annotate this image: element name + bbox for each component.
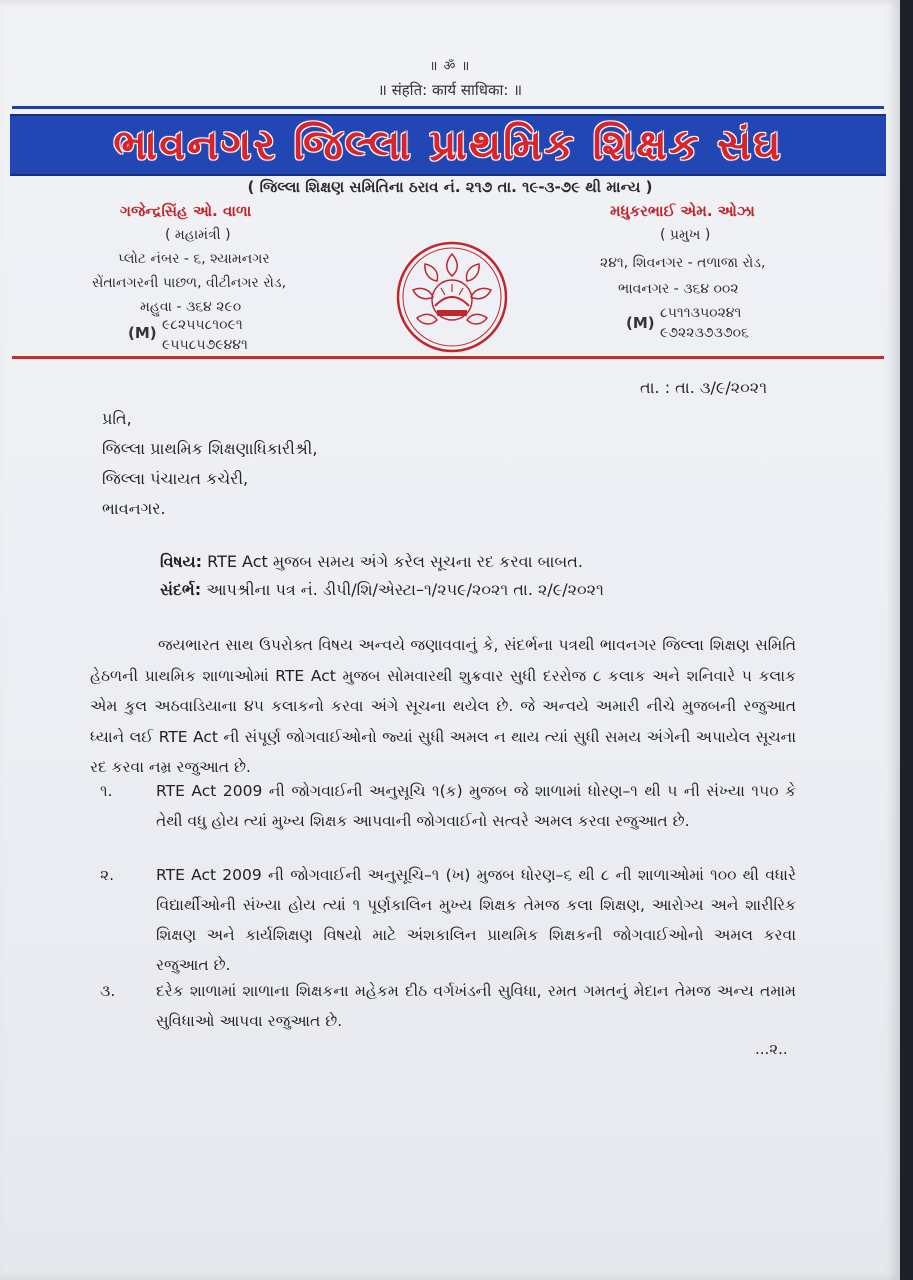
recipient-line3: ભાવનગર. [102, 499, 166, 518]
subject-text: RTE Act મુજબ સમય અંગે કરેલ સૂચના રદ કરવા બાબત. [202, 552, 583, 571]
top-blue-rule [12, 106, 884, 109]
point-text: દરેક શાળામાં શાળાના શિક્ષકના મહેકમ દીઠ વર્ગખંડની સુવિધા, રમત ગમતનું મેદાન તેમજ અન્ય તમામ સુવિધાઓ આપવા રજુઆત છે. [156, 982, 796, 1030]
right-mobile-label: (M) [626, 314, 655, 332]
right-phone2: ૯૭૨૨૩૭૩૭૦૬ [660, 325, 749, 341]
letter-date: તા. : તા. ૩/૯/૨૦૨૧ [640, 378, 768, 397]
recipient-address [102, 404, 317, 524]
point-number: ૧. [100, 782, 113, 800]
left-phone1: ૯૮૨૫૫૮૧૦૯૧ [162, 317, 243, 333]
reference-label: સંદર્ભ: [160, 580, 202, 599]
continued-marker: ...૨.. [755, 1040, 788, 1058]
organization-seal-emblem [395, 240, 509, 354]
left-person-role: ( મહામંત્રી ) [165, 227, 231, 243]
om-invocation: ॥ ॐ ॥ [429, 59, 471, 74]
point-number: ૩. [100, 982, 116, 1000]
point-text: RTE Act 2009 ની જોગવાઈની અનુસૂચિ–૧ (ખ) મુજબ ધોરણ–૬ થી ૮ ની શાળાઓમાં ૧૦૦ થી વધારે વિદ્યાર્થીઓની સંખ્યા હોય ત્યાં ૧ પૂર્ણકાલિન મુખ્ય શિક્ષક તેમજ કલા શિક્ષણ, આરોગ્ય અને શારીરિક શિક્ષણ અને કાર્યશિક્ષણ વિષયો માટે અંશકાલિન પ્રાથમિક શિક્ષકની જોગવાઈઓનો અમલ કરવા રજુઆત છે. [156, 866, 796, 974]
org-name-banner [10, 114, 886, 176]
left-person-name: ગજેન્દ્રસિંહ ઓ. વાળા [120, 202, 252, 220]
right-person-name: મધુકરભાઈ એમ. ઓઝા [610, 202, 755, 220]
subject-line [160, 548, 604, 576]
left-mobile-label: (M) [128, 324, 157, 342]
right-address-line1: ૨૪૧, શિવનગર - તળાજા રોડ, [600, 255, 766, 271]
recipient-line1: જિલ્લા પ્રાથમિક શિક્ષણાધિકારીશ્રી, [102, 439, 318, 458]
subject-label: વિષય: [160, 552, 203, 571]
point-number: ૨. [100, 866, 115, 884]
reference-line [160, 576, 604, 604]
reference-text: આપશ્રીના પત્ર નં. ડીપી/શિ/એસ્ટા–૧/૨૫૯/૨૦૨૧ તા. ૨/૯/૨૦૨૧ [201, 580, 604, 599]
left-address-line2: સેંતાનગરની પાછળ, વીટીનગર રોડ, [92, 275, 287, 291]
left-phone2: ૯૫૫૮૫૭૯૪૪૧ [162, 337, 248, 353]
list-item [88, 776, 796, 836]
opening-paragraph: જયભારત સાથ ઉપરોક્ત વિષય અન્વયે જણાવવાનું કે, સંદર્ભના પત્રથી ભાવનગર જિલ્લા શિક્ષણ સમિતિ હેઠળની પ્રાથમિક શાળાઓમાં RTE Act મુજબ સોમવારથી શુક્રવાર સુધી દરરોજ ૮ કલાક અને શનિવારે ૫ કલાક એમ કુલ અઠવાડિયાના ૪૫ કલાકનો કરવા અંગે સૂચના થયેલ છે. જે અન્વયે અમારી નીચે મુજબની રજુઆત ધ્યાને લઈ RTE Act ની સંપૂર્ણ જોગવાઈઓનો જ્યાં સુધી અમલ ન થાય ત્યાં સુધી સમય અંગેની અપાયેલ સૂચના રદ કરવા નમ્ર રજુઆત છે. [90, 636, 796, 776]
left-address-line3: મહુવા - ૩૬૪ ૨૯૦ [140, 299, 242, 315]
recognition-line: ( જિલ્લા શિક્ષણ સમિતિના ઠરાવ નં. ૨૧૭ તા. ૧૯-૩-૭૯ થી માન્ય ) [247, 178, 653, 196]
list-item [88, 860, 796, 980]
sanskrit-motto: ॥ संहति: कार्य साधिका: ॥ [377, 81, 523, 99]
org-name: ભાવનગર જિલ્લા પ્રાથમિક શિક્ષક સંઘ [113, 120, 783, 169]
point-text: RTE Act 2009 ની જોગવાઈની અનુસૂચિ ૧(ક) મુજબ જે શાળામાં ધોરણ–૧ થી ૫ ની સંખ્યા ૧૫૦ કે તેથી વધુ હોય ત્યાં મુખ્ય શિક્ષક આપવાની જોગવાઈનો સત્વરે અમલ કરવા રજુઆત છે. [156, 782, 796, 830]
subject-block [160, 548, 604, 604]
right-address-line2: ભાવનગર - ૩૬૪ ૦૦૨ [618, 281, 739, 297]
right-person-role: ( પ્રમુખ ) [660, 227, 711, 243]
bottom-red-rule [12, 356, 884, 359]
left-address-line1: પ્લોટ નંબર - ૬, શ્યામનગર [118, 251, 270, 267]
list-item [88, 976, 796, 1036]
to-label: પ્રતિ, [102, 409, 132, 428]
right-phone1: ૮૫૧૧૩૫૦૨૪૧ [660, 305, 742, 321]
recipient-line2: જિલ્લા પંચાયત કચેરી, [102, 469, 249, 488]
